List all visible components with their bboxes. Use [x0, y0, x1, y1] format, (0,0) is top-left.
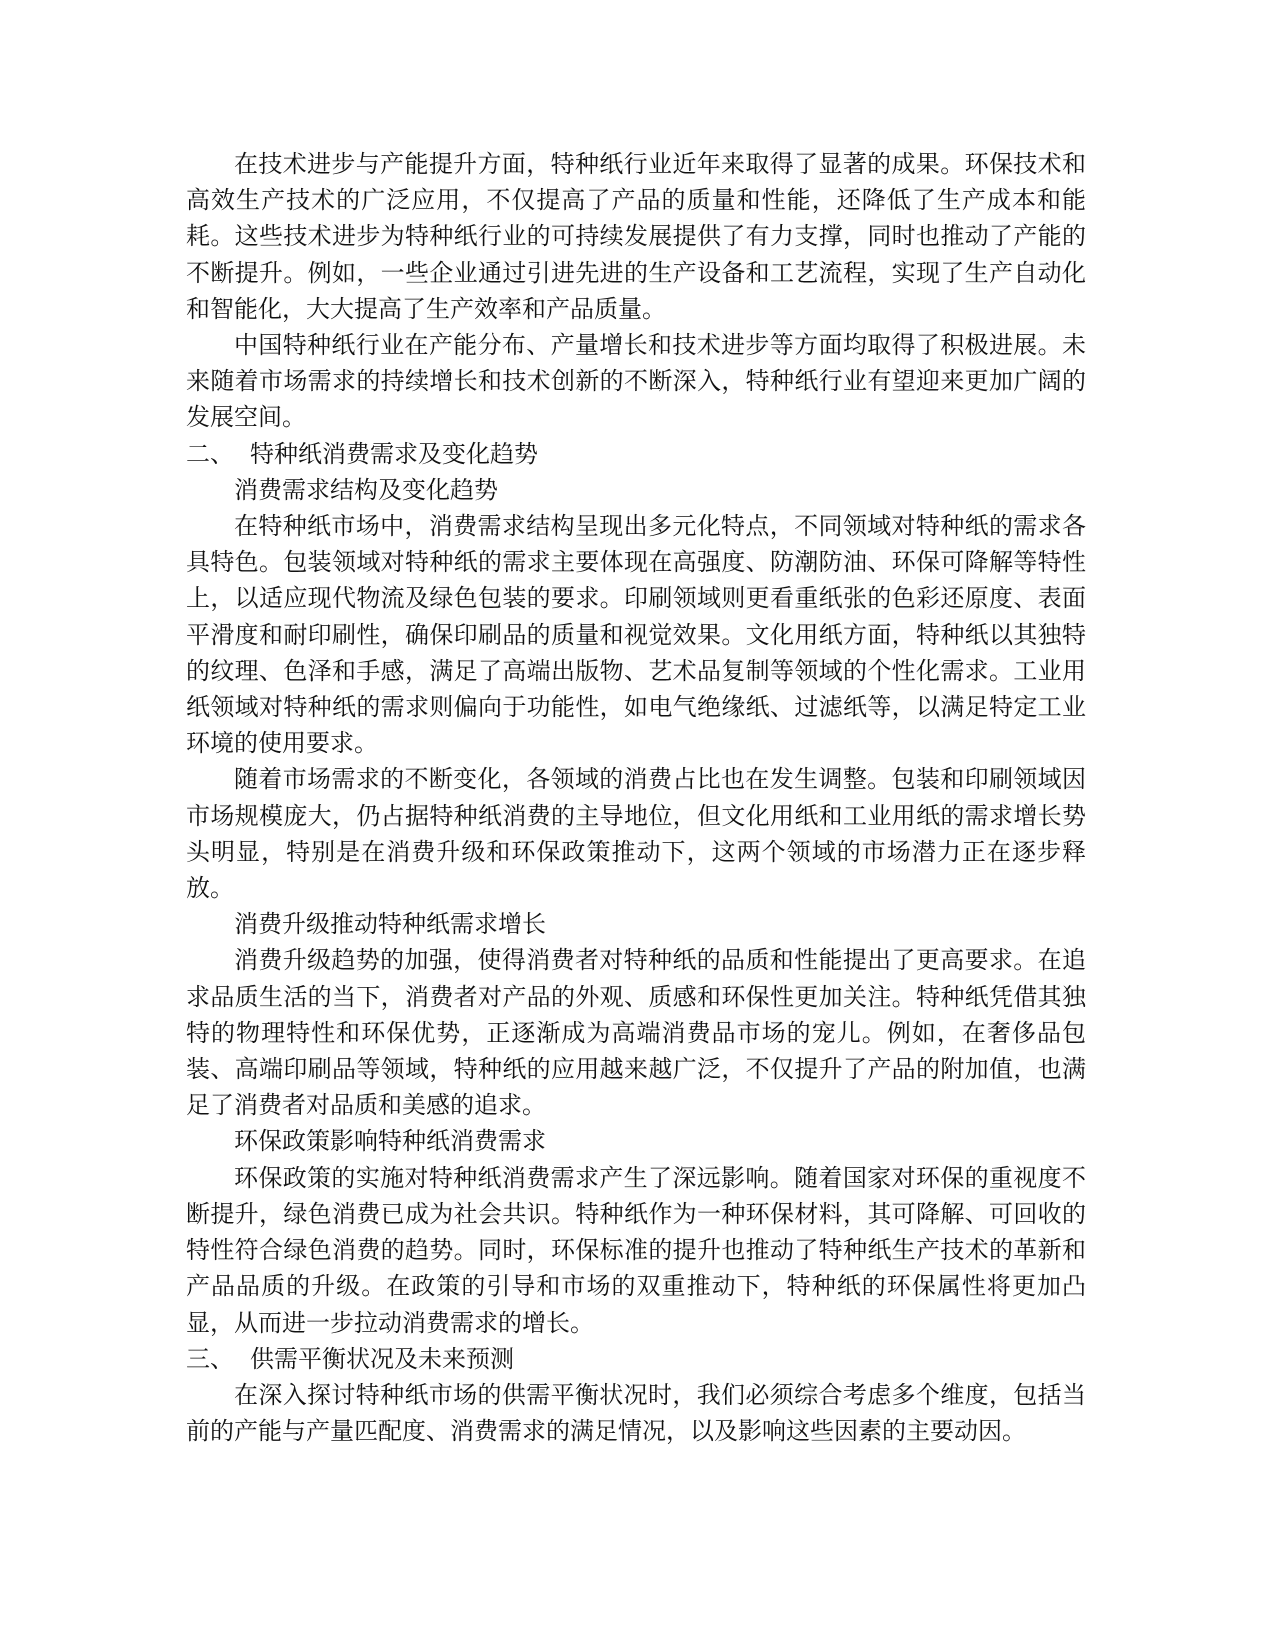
- paragraph-tech-progress: 在技术进步与产能提升方面，特种纸行业近年来取得了显著的成果。环保技术和高效生产技术的广泛应用，不仅提高了产品的质量和性能，还降低了生产成本和能耗。这些技术进步为特种纸行业的可持续发展提供了有力支撑，同时也推动了产能的不断提升。例如，一些企业通过引进先进的生产设备和工艺流程，实现了生产自动化和智能化，大大提高了生产效率和产品质量。: [186, 150, 1086, 323]
- section-number-3: 三、: [186, 1344, 234, 1373]
- section-number-2: 二、: [186, 439, 234, 468]
- section-title-3: 供需平衡状况及未来预测: [250, 1344, 514, 1373]
- paragraph-supply-demand: 在深入探讨特种纸市场的供需平衡状况时，我们必须综合考虑多个维度，包括当前的产能与产量匹配度、消费需求的满足情况，以及影响这些因素的主要动因。: [186, 1380, 1086, 1446]
- document-page: [186, 146, 1086, 1449]
- paragraph-demand-shift: 随着市场需求的不断变化，各领域的消费占比也在发生调整。包装和印刷领域因市场规模庞大，仍占据特种纸消费的主导地位，但文化用纸和工业用纸的需求增长势头明显，特别是在消费升级和环保政策推动下，这两个领域的市场潜力正在逐步释放。: [186, 765, 1086, 903]
- subheading-demand-structure: 消费需求结构及变化趋势: [234, 475, 498, 504]
- section-heading-2: [186, 436, 1086, 472]
- paragraph-industry-summary: 中国特种纸行业在产能分布、产量增长和技术进步等方面均取得了积极进展。未来随着市场需求的持续增长和技术创新的不断深入，特种纸行业有望迎来更加广阔的发展空间。: [186, 331, 1086, 432]
- section-title-2: 特种纸消费需求及变化趋势: [250, 439, 538, 468]
- subheading-consumption-upgrade: 消费升级推动特种纸需求增长: [234, 910, 546, 939]
- paragraph-demand-structure: 在特种纸市场中，消费需求结构呈现出多元化特点，不同领域对特种纸的需求各具特色。包装领域对特种纸的需求主要体现在高强度、防潮防油、环保可降解等特性上，以适应现代物流及绿色包装的要求。印刷领域则更看重纸张的色彩还原度、表面平滑度和耐印刷性，确保印刷品的质量和视觉效果。文化用纸方面，特种纸以其独特的纹理、色泽和手感，满足了高端出版物、艺术品复制等领域的个性化需求。工业用纸领域对特种纸的需求则偏向于功能性，如电气绝缘纸、过滤纸等，以满足特定工业环境的使用要求。: [186, 512, 1086, 758]
- paragraph-environmental-policy: 环保政策的实施对特种纸消费需求产生了深远影响。随着国家对环保的重视度不断提升，绿色消费已成为社会共识。特种纸作为一种环保材料，其可降解、可回收的特性符合绿色消费的趋势。同时，环保标准的提升也推动了特种纸生产技术的革新和产品品质的升级。在政策的引导和市场的双重推动下，特种纸的环保属性将更加凸显，从而进一步拉动消费需求的增长。: [186, 1163, 1086, 1337]
- paragraph-consumption-upgrade: 消费升级趋势的加强，使得消费者对特种纸的品质和性能提出了更高要求。在追求品质生活的当下，消费者对产品的外观、质感和环保性更加关注。特种纸凭借其独特的物理特性和环保优势，正逐渐成为高端消费品市场的宠儿。例如，在奢侈品包装、高端印刷品等领域，特种纸的应用越来越广泛，不仅提升了产品的附加值，也满足了消费者对品质和美感的追求。: [186, 946, 1086, 1120]
- subheading-environmental-policy: 环保政策影响特种纸消费需求: [234, 1127, 546, 1156]
- section-heading-3: [186, 1341, 1086, 1377]
